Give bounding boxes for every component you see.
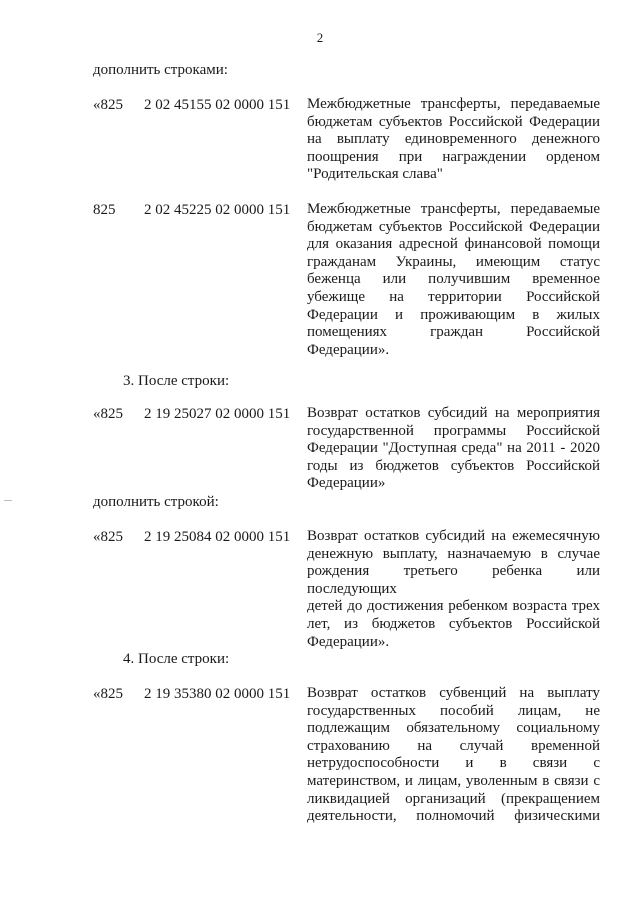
label-item-3: 3. После строки: bbox=[123, 373, 230, 389]
description-line: страхованию на случай временной bbox=[307, 737, 600, 754]
description-line: беженца или получившим временное bbox=[307, 271, 600, 288]
entry-budget-code: 2 02 45155 02 0000 151 bbox=[144, 97, 291, 113]
description-line: детей до достижения ребенком возраста трех bbox=[307, 598, 600, 615]
description-line: государственной программы Российской bbox=[307, 422, 600, 439]
entry-description bbox=[307, 405, 600, 493]
entry-budget-code: 2 19 35380 02 0000 151 bbox=[144, 686, 291, 702]
entry-budget-code: 2 19 25027 02 0000 151 bbox=[144, 406, 291, 422]
description-line: Федерации и проживающим в жилых bbox=[307, 306, 600, 323]
description-line: денежную выплату, назначаемую в случае bbox=[307, 545, 600, 562]
description-line: поощрения при награждении орденом bbox=[307, 148, 600, 165]
margin-mark bbox=[4, 500, 12, 501]
entry-admin-code: «825 bbox=[93, 686, 123, 702]
description-line: деятельности, полномочий физическими bbox=[307, 808, 600, 825]
description-line: Федерации» bbox=[307, 475, 386, 492]
description-line: лет, из бюджетов субъектов Российской bbox=[307, 615, 600, 632]
entry-description bbox=[307, 96, 600, 184]
description-line: ликвидацией организаций (прекращением bbox=[307, 790, 600, 807]
description-line: Федерации». bbox=[307, 633, 390, 650]
description-line: Возврат остатков субсидий на мероприятия bbox=[307, 405, 600, 421]
entry-admin-code: «825 bbox=[93, 406, 123, 422]
description-line: государственных пособий лицам, не bbox=[307, 702, 600, 719]
description-line: "Родительская слава" bbox=[307, 166, 443, 183]
label-add-lines: дополнить строками: bbox=[93, 62, 228, 78]
entry-admin-code: «825 bbox=[93, 529, 123, 545]
entry-budget-code: 2 19 25084 02 0000 151 bbox=[144, 529, 291, 545]
description-line: материнством, и лицам, уволенным в связи с bbox=[307, 772, 600, 789]
description-line: убежище на территории Российской bbox=[307, 288, 600, 305]
description-line: бюджетам субъектов Российской Федерации bbox=[307, 218, 600, 235]
description-line: подлежащим обязательному социальному bbox=[307, 720, 600, 737]
description-line: рождения третьего ребенка или последующих bbox=[307, 563, 600, 597]
label-item-4: 4. После строки: bbox=[123, 651, 230, 667]
description-line: Межбюджетные трансферты, передаваемые bbox=[307, 201, 600, 217]
description-line: для оказания адресной финансовой помощи bbox=[307, 236, 600, 253]
description-line: на выплату единовременного денежного bbox=[307, 131, 600, 148]
label-add-line: дополнить строкой: bbox=[93, 494, 219, 510]
description-line: нетрудоспособности и в связи с bbox=[307, 755, 600, 772]
entry-description bbox=[307, 201, 600, 359]
description-line: Федерации "Доступная среда" на 2011 - 2020 bbox=[307, 440, 600, 457]
entry-description bbox=[307, 685, 600, 826]
entry-admin-code: «825 bbox=[93, 97, 123, 113]
entry-budget-code: 2 02 45225 02 0000 151 bbox=[144, 202, 291, 218]
description-line: Возврат остатков субвенций на выплату bbox=[307, 685, 600, 701]
description-line: Межбюджетные трансферты, передаваемые bbox=[307, 96, 600, 112]
description-line: годы из бюджетов субъектов Российской bbox=[307, 457, 600, 474]
description-line: бюджетам субъектов Российской Федерации bbox=[307, 113, 600, 130]
entry-description bbox=[307, 528, 600, 651]
description-line: помещениях граждан Российской bbox=[307, 324, 600, 341]
description-line: гражданам Украины, имеющим статус bbox=[307, 253, 600, 270]
description-line: Федерации». bbox=[307, 341, 390, 358]
entry-admin-code: 825 bbox=[93, 202, 116, 218]
description-line: Возврат остатков субсидий на ежемесячную bbox=[307, 528, 600, 544]
page-number: 2 bbox=[316, 30, 324, 45]
